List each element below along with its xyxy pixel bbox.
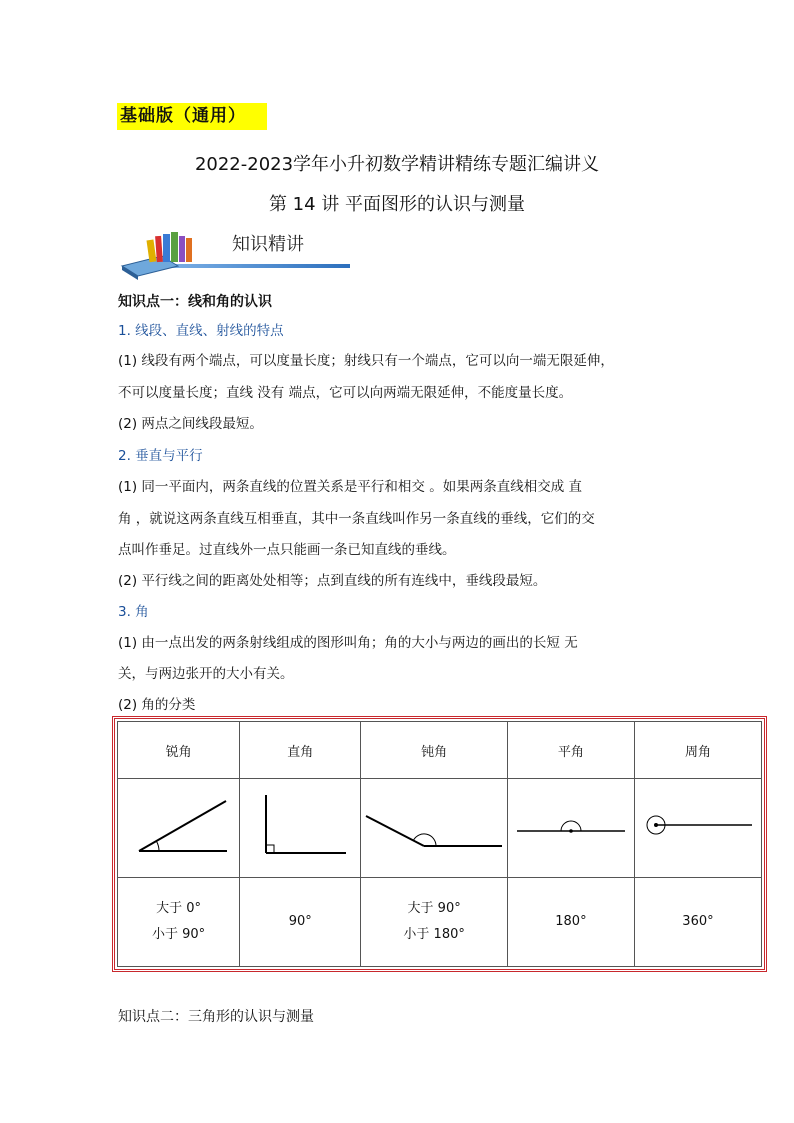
header-full: 周角 [634, 722, 761, 779]
paragraph-line: 不可以度量长度；直线 没有 端点，它可以向两端无限延伸，不能度量长度。 [118, 385, 573, 401]
right-value-text: 90° [288, 913, 312, 929]
header-straight: 平角 [507, 722, 634, 779]
straight-value-text: 180° [555, 913, 587, 929]
angle-classification-table [117, 721, 762, 967]
paragraph-line: (2) 平行线之间的距离处处相等；点到直线的所有连线中，垂线段最短。 [118, 573, 547, 589]
paragraph-line: (1) 由一点出发的两条射线组成的图形叫角；角的大小与两边的画出的长短 无 [118, 635, 578, 651]
acute-range-max: 小于 90° [151, 926, 206, 942]
full-value-text: 360° [682, 913, 714, 929]
right-value [240, 877, 361, 966]
obtuse-range-min: 大于 90° [407, 900, 461, 916]
paragraph-line: 关，与两边张开的大小有关。 [118, 666, 294, 682]
full-value [634, 877, 761, 966]
knowledge-point-2-heading: 知识点二：三角形的认识与测量 [118, 1009, 314, 1025]
page-title: 2022-2023学年小升初数学精讲精练专题汇编讲义 [194, 154, 600, 175]
acute-range-min: 大于 0° [156, 900, 202, 916]
lecture-title: 第 14 讲 平面图形的认识与测量 [268, 194, 526, 215]
section-3-heading: 3. 角 [118, 604, 149, 620]
straight-value [507, 877, 634, 966]
header-acute: 锐角 [118, 722, 240, 779]
paragraph-line: 角 ，就说这两条直线互相垂直，其中一条直线叫作另一条直线的垂线，它们的交 [118, 511, 595, 527]
paragraph-line: (2) 角的分类 [118, 697, 196, 713]
table-header-row [118, 722, 762, 779]
section-1-heading: 1. 线段、直线、射线的特点 [118, 323, 284, 339]
edition-badge: 基础版（通用） [117, 103, 267, 130]
obtuse-range-max: 小于 180° [403, 926, 465, 942]
header-obtuse: 钝角 [361, 722, 508, 779]
table-value-row [118, 877, 762, 966]
section-2-heading: 2. 垂直与平行 [118, 448, 203, 464]
full-angle-figure [634, 779, 761, 877]
obtuse-angle-figure [361, 779, 508, 877]
acute-range [118, 877, 240, 966]
obtuse-range [361, 877, 508, 966]
table-figure-row [118, 779, 762, 877]
straight-angle-figure [507, 779, 634, 877]
header-right: 直角 [240, 722, 361, 779]
banner-title: 知识精讲 [232, 234, 304, 255]
knowledge-point-1-heading: 知识点一：线和角的认识 [118, 294, 272, 310]
right-angle-figure [240, 779, 361, 877]
acute-angle-figure [118, 779, 240, 877]
paragraph-line: 点叫作垂足。过直线外一点只能画一条已知直线的垂线。 [118, 542, 456, 558]
paragraph-line: (1) 线段有两个端点，可以度量长度；射线只有一个端点，它可以向一端无限延伸， [118, 353, 614, 369]
paragraph-line: (2) 两点之间线段最短。 [118, 416, 263, 432]
paragraph-line: (1) 同一平面内，两条直线的位置关系是平行和相交 。如果两条直线相交成 直 [118, 479, 582, 495]
